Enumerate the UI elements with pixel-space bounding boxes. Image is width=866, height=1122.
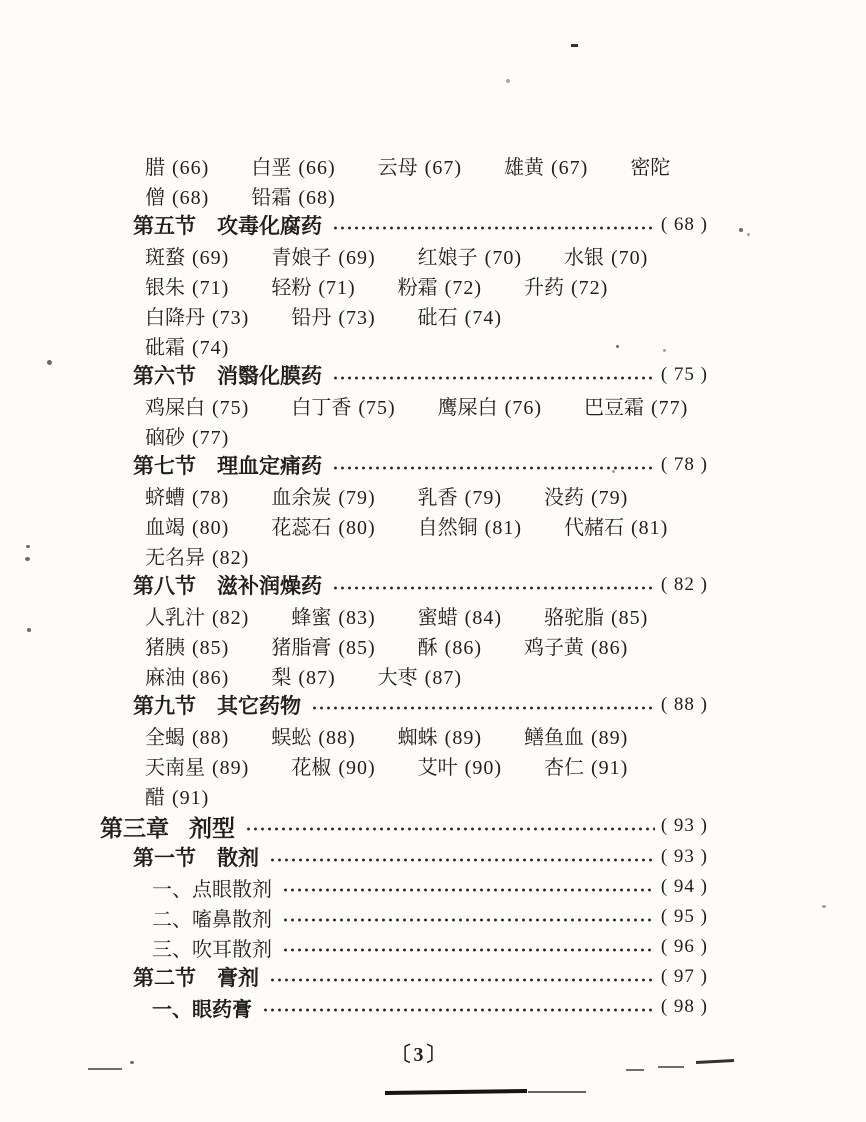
toc-row-section <box>100 842 708 872</box>
page-ref: (86) <box>444 636 482 659</box>
toc-row-chapter <box>100 810 708 842</box>
dotted-leader <box>282 883 655 897</box>
page-ref: (70) <box>484 246 522 269</box>
toc-row-items <box>100 150 708 180</box>
toc-item <box>630 151 670 180</box>
toc-row-items <box>100 270 708 300</box>
scan-artifact <box>658 1066 684 1068</box>
toc-item <box>251 181 335 210</box>
toc-row-items <box>100 780 708 810</box>
page-ref: (80) <box>192 516 230 539</box>
page-ref: (86) <box>590 636 629 659</box>
page-ref: (77) <box>650 396 689 419</box>
drug-name: 水银 <box>563 246 604 269</box>
page-ref: (81) <box>484 516 522 539</box>
toc-row-items <box>100 750 708 780</box>
page-ref: (88) <box>318 726 356 749</box>
drug-name: 没药 <box>543 486 584 509</box>
toc-item <box>251 151 335 180</box>
toc-row-items <box>100 480 708 510</box>
dotted-leader <box>269 853 655 867</box>
toc-row-sub <box>100 992 708 1022</box>
page-ref: ( 88 ) <box>660 694 708 715</box>
drug-name: 蛴螬 <box>145 486 185 509</box>
entry-title: 三、吹耳散剂 <box>152 938 272 961</box>
page-ref: ( 97 ) <box>660 966 708 987</box>
toc-item <box>418 301 502 330</box>
entry-title: 理血定痛药 <box>217 454 322 478</box>
toc-item <box>145 481 229 510</box>
scan-artifact <box>626 1069 644 1071</box>
toc-item <box>145 421 229 450</box>
toc-item <box>145 391 249 420</box>
toc-item <box>418 751 502 780</box>
toc-item <box>145 631 229 660</box>
drug-name: 铅霜 <box>251 186 292 209</box>
page-ref: ( 68 ) <box>660 214 708 235</box>
toc-item <box>291 751 375 780</box>
drug-name: 麻油 <box>145 666 185 689</box>
page-ref: (85) <box>610 606 649 629</box>
toc-item <box>291 391 395 420</box>
toc-item <box>145 331 229 360</box>
page-ref: ( 93 ) <box>660 846 708 867</box>
toc-item <box>398 721 482 750</box>
toc-row-items <box>100 240 708 270</box>
drug-name: 红娘子 <box>417 246 478 269</box>
toc-item <box>271 241 375 270</box>
page-ref: ( 94 ) <box>660 876 708 897</box>
drug-name: 花蕊石 <box>271 516 332 539</box>
entry-title: 膏剂 <box>217 966 259 990</box>
page-ref: (89) <box>590 726 629 749</box>
toc-row-section <box>100 360 708 390</box>
toc-row-sub <box>100 872 708 902</box>
scan-artifact <box>27 628 31 632</box>
toc-row-sub <box>100 902 708 932</box>
entry-title: 消翳化膜药 <box>217 364 322 388</box>
drug-name: 杏仁 <box>543 756 584 779</box>
page-ref: (79) <box>464 486 502 509</box>
drug-name: 铅丹 <box>291 306 332 329</box>
drug-name: 天南星 <box>145 756 205 779</box>
dotted-leader <box>332 581 655 595</box>
page-ref: (67) <box>424 156 462 179</box>
page-ref: (80) <box>338 516 376 539</box>
drug-name: 无名异 <box>145 546 205 569</box>
page-ref: (75) <box>358 396 396 419</box>
scan-artifact <box>47 360 52 365</box>
page-ref: (77) <box>192 426 230 449</box>
toc-item <box>145 541 249 570</box>
drug-name: 粉霜 <box>397 276 438 299</box>
drug-name: 白丁香 <box>291 396 352 419</box>
drug-name: 酥 <box>417 636 438 659</box>
drug-name: 白垩 <box>251 156 292 179</box>
page-ref: (88) <box>192 726 230 749</box>
page-ref: (87) <box>424 666 462 689</box>
page-ref: (89) <box>212 756 250 779</box>
page-ref: (75) <box>212 396 250 419</box>
scan-artifact <box>612 470 615 473</box>
page-ref: (72) <box>444 276 482 299</box>
page-ref: (74) <box>464 306 502 329</box>
scan-artifact <box>822 905 826 908</box>
drug-name: 蜜蜡 <box>417 606 458 629</box>
page-ref: (86) <box>192 666 230 689</box>
drug-name: 鸡子黄 <box>523 636 584 659</box>
entry-label: 第九节 <box>133 694 196 718</box>
toc-row-section <box>100 690 708 720</box>
toc-item <box>524 721 628 750</box>
drug-name: 猪脂膏 <box>271 636 332 659</box>
entry-label: 第五节 <box>133 214 196 238</box>
page-ref: (85) <box>192 636 230 659</box>
toc-item <box>145 721 229 750</box>
drug-name: 云母 <box>377 156 418 179</box>
entry-label: 第六节 <box>133 364 196 388</box>
drug-name: 蜈蚣 <box>271 726 312 749</box>
toc-row-section <box>100 450 708 480</box>
drug-name: 自然铜 <box>417 516 478 539</box>
dotted-leader <box>311 701 655 715</box>
drug-name: 巴豆霜 <box>583 396 644 419</box>
page-ref: ( 75 ) <box>660 364 708 385</box>
drug-name: 密陀 <box>630 156 671 179</box>
page-ref: ( 98 ) <box>660 996 708 1017</box>
entry-title: 一、眼药膏 <box>152 998 252 1021</box>
drug-name: 代赭石 <box>563 516 624 539</box>
drug-name: 大枣 <box>377 666 418 689</box>
page-ref: (73) <box>338 306 376 329</box>
toc-row-sub <box>100 932 708 962</box>
toc-row-items <box>100 630 708 660</box>
drug-name: 硇砂 <box>145 426 185 449</box>
toc-item <box>145 241 229 270</box>
scan-artifact <box>696 1059 734 1064</box>
drug-name: 砒石 <box>417 306 458 329</box>
page-ref: (78) <box>192 486 230 509</box>
page-ref: (85) <box>338 636 376 659</box>
page-ref: (68) <box>172 186 210 209</box>
toc-row-items <box>100 510 708 540</box>
toc-item <box>418 481 502 510</box>
scan-artifact <box>663 349 666 352</box>
toc-item <box>145 271 229 300</box>
entry-label: 第七节 <box>133 454 196 478</box>
drug-name: 僧 <box>145 186 165 209</box>
drug-name: 血余炭 <box>271 486 332 509</box>
toc-item <box>378 661 462 690</box>
toc-item <box>564 511 668 540</box>
scan-artifact <box>88 1068 122 1070</box>
toc-item <box>564 241 648 270</box>
entry-label: 第八节 <box>133 574 196 598</box>
page-ref: (69) <box>192 246 230 269</box>
drug-name: 升药 <box>523 276 564 299</box>
drug-name: 醋 <box>145 786 165 809</box>
toc-row-items <box>100 420 708 450</box>
page-ref: (79) <box>338 486 376 509</box>
toc-item <box>145 511 229 540</box>
drug-name: 轻粉 <box>271 276 312 299</box>
toc-item <box>291 601 375 630</box>
drug-name: 白降丹 <box>145 306 205 329</box>
page-number: 〔3〕 <box>390 1044 450 1066</box>
page-ref: (69) <box>338 246 376 269</box>
dotted-leader <box>332 461 655 475</box>
toc-row-items <box>100 720 708 750</box>
page-ref: (70) <box>610 246 649 269</box>
toc-row-items <box>100 540 708 570</box>
drug-name: 全蝎 <box>145 726 185 749</box>
entry-title: 二、㗜鼻散剂 <box>152 908 272 931</box>
drug-name: 青娘子 <box>271 246 332 269</box>
entry-label: 第二节 <box>133 966 196 990</box>
toc-item <box>524 631 628 660</box>
page-ref: (76) <box>504 396 542 419</box>
page-ref: (90) <box>464 756 502 779</box>
entry-label: 第三章 <box>100 815 169 841</box>
toc-row-items <box>100 600 708 630</box>
toc-item <box>145 781 209 810</box>
drug-name: 人乳汁 <box>145 606 205 629</box>
drug-name: 艾叶 <box>417 756 458 779</box>
toc-item <box>378 151 462 180</box>
toc-item <box>145 751 249 780</box>
toc-row-section <box>100 210 708 240</box>
toc-item <box>291 301 375 330</box>
drug-name: 猪胰 <box>145 636 185 659</box>
dotted-leader <box>269 973 655 987</box>
toc-item <box>145 151 209 180</box>
toc-item <box>418 631 482 660</box>
drug-name: 雄黄 <box>503 156 544 179</box>
toc-item <box>271 661 335 690</box>
toc-item <box>271 271 355 300</box>
toc-item <box>145 301 249 330</box>
page-ref: (71) <box>192 276 230 299</box>
drug-name: 鸡屎白 <box>145 396 205 419</box>
page-ref: (82) <box>212 606 250 629</box>
toc-item <box>145 661 229 690</box>
page-ref: (72) <box>570 276 609 299</box>
toc-item <box>398 271 482 300</box>
drug-name: 蜂蜜 <box>291 606 332 629</box>
drug-name: 梨 <box>271 666 292 689</box>
scan-artifact <box>739 228 743 232</box>
scan-artifact <box>506 79 510 83</box>
drug-name: 乳香 <box>417 486 458 509</box>
scan-artifact <box>528 1091 586 1093</box>
table-of-contents <box>100 150 708 1022</box>
page-ref: ( 96 ) <box>660 936 708 957</box>
toc-item <box>271 481 375 510</box>
page-ref: (87) <box>298 666 336 689</box>
page-ref: (71) <box>318 276 356 299</box>
page-ref: (89) <box>444 726 482 749</box>
drug-name: 骆驼脂 <box>543 606 604 629</box>
toc-item <box>438 391 542 420</box>
drug-name: 花椒 <box>291 756 332 779</box>
page-ref: ( 82 ) <box>660 574 708 595</box>
dotted-leader <box>262 1003 655 1017</box>
page-ref: ( 95 ) <box>660 906 708 927</box>
page-ref: (73) <box>212 306 250 329</box>
scan-artifact <box>130 1061 134 1064</box>
drug-name: 银朱 <box>145 276 185 299</box>
entry-title: 滋补润燥药 <box>217 574 322 598</box>
toc-item <box>271 721 355 750</box>
scan-artifact <box>26 545 30 548</box>
toc-item <box>584 391 688 420</box>
scan-artifact <box>385 1089 527 1095</box>
entry-label: 第一节 <box>133 846 196 870</box>
page-ref: (67) <box>550 156 589 179</box>
entry-title: 剂型 <box>189 815 235 841</box>
toc-item <box>271 511 375 540</box>
toc-row-items <box>100 300 708 330</box>
toc-item <box>418 511 522 540</box>
toc-item <box>504 151 588 180</box>
page-ref: (83) <box>338 606 376 629</box>
toc-row-section <box>100 570 708 600</box>
page-ref: (82) <box>212 546 250 569</box>
toc-row-items <box>100 390 708 420</box>
toc-item <box>524 271 608 300</box>
toc-item <box>271 631 375 660</box>
dotted-leader <box>332 371 655 385</box>
toc-item <box>544 751 628 780</box>
page-ref: ( 93 ) <box>660 815 708 836</box>
drug-name: 斑蝥 <box>145 246 185 269</box>
page-ref: (91) <box>172 786 210 809</box>
page-ref: (84) <box>464 606 502 629</box>
page-ref: (91) <box>590 756 629 779</box>
page-ref: (81) <box>630 516 669 539</box>
drug-name: 蜘蛛 <box>397 726 438 749</box>
dotted-leader <box>332 221 655 235</box>
scan-artifact <box>616 345 619 348</box>
toc-row-section <box>100 962 708 992</box>
page-ref: (66) <box>298 156 336 179</box>
scan-artifact <box>571 44 578 47</box>
page-ref: (68) <box>298 186 336 209</box>
page-ref: ( 78 ) <box>660 454 708 475</box>
dotted-leader <box>282 943 655 957</box>
page-ref: (90) <box>338 756 376 779</box>
scan-artifact <box>25 557 30 561</box>
toc-item <box>418 241 522 270</box>
entry-title: 攻毒化腐药 <box>217 214 322 238</box>
toc-row-items <box>100 660 708 690</box>
drug-name: 腊 <box>145 156 165 179</box>
dotted-leader <box>245 822 655 836</box>
toc-item <box>145 181 209 210</box>
page-ref: (79) <box>590 486 629 509</box>
scan-artifact <box>747 233 750 236</box>
entry-title: 其它药物 <box>217 694 301 718</box>
toc-item <box>145 601 249 630</box>
drug-name: 鳝鱼血 <box>523 726 584 749</box>
toc-item <box>544 481 628 510</box>
toc-item <box>418 601 502 630</box>
drug-name: 鹰屎白 <box>437 396 498 419</box>
entry-title: 散剂 <box>217 846 259 870</box>
toc-item <box>544 601 648 630</box>
entry-title: 一、点眼散剂 <box>152 878 272 901</box>
toc-row-items <box>100 180 708 210</box>
drug-name: 砒霜 <box>145 336 185 359</box>
page-ref: (74) <box>192 336 230 359</box>
drug-name: 血竭 <box>145 516 185 539</box>
page-ref: (66) <box>172 156 210 179</box>
dotted-leader <box>282 913 655 927</box>
